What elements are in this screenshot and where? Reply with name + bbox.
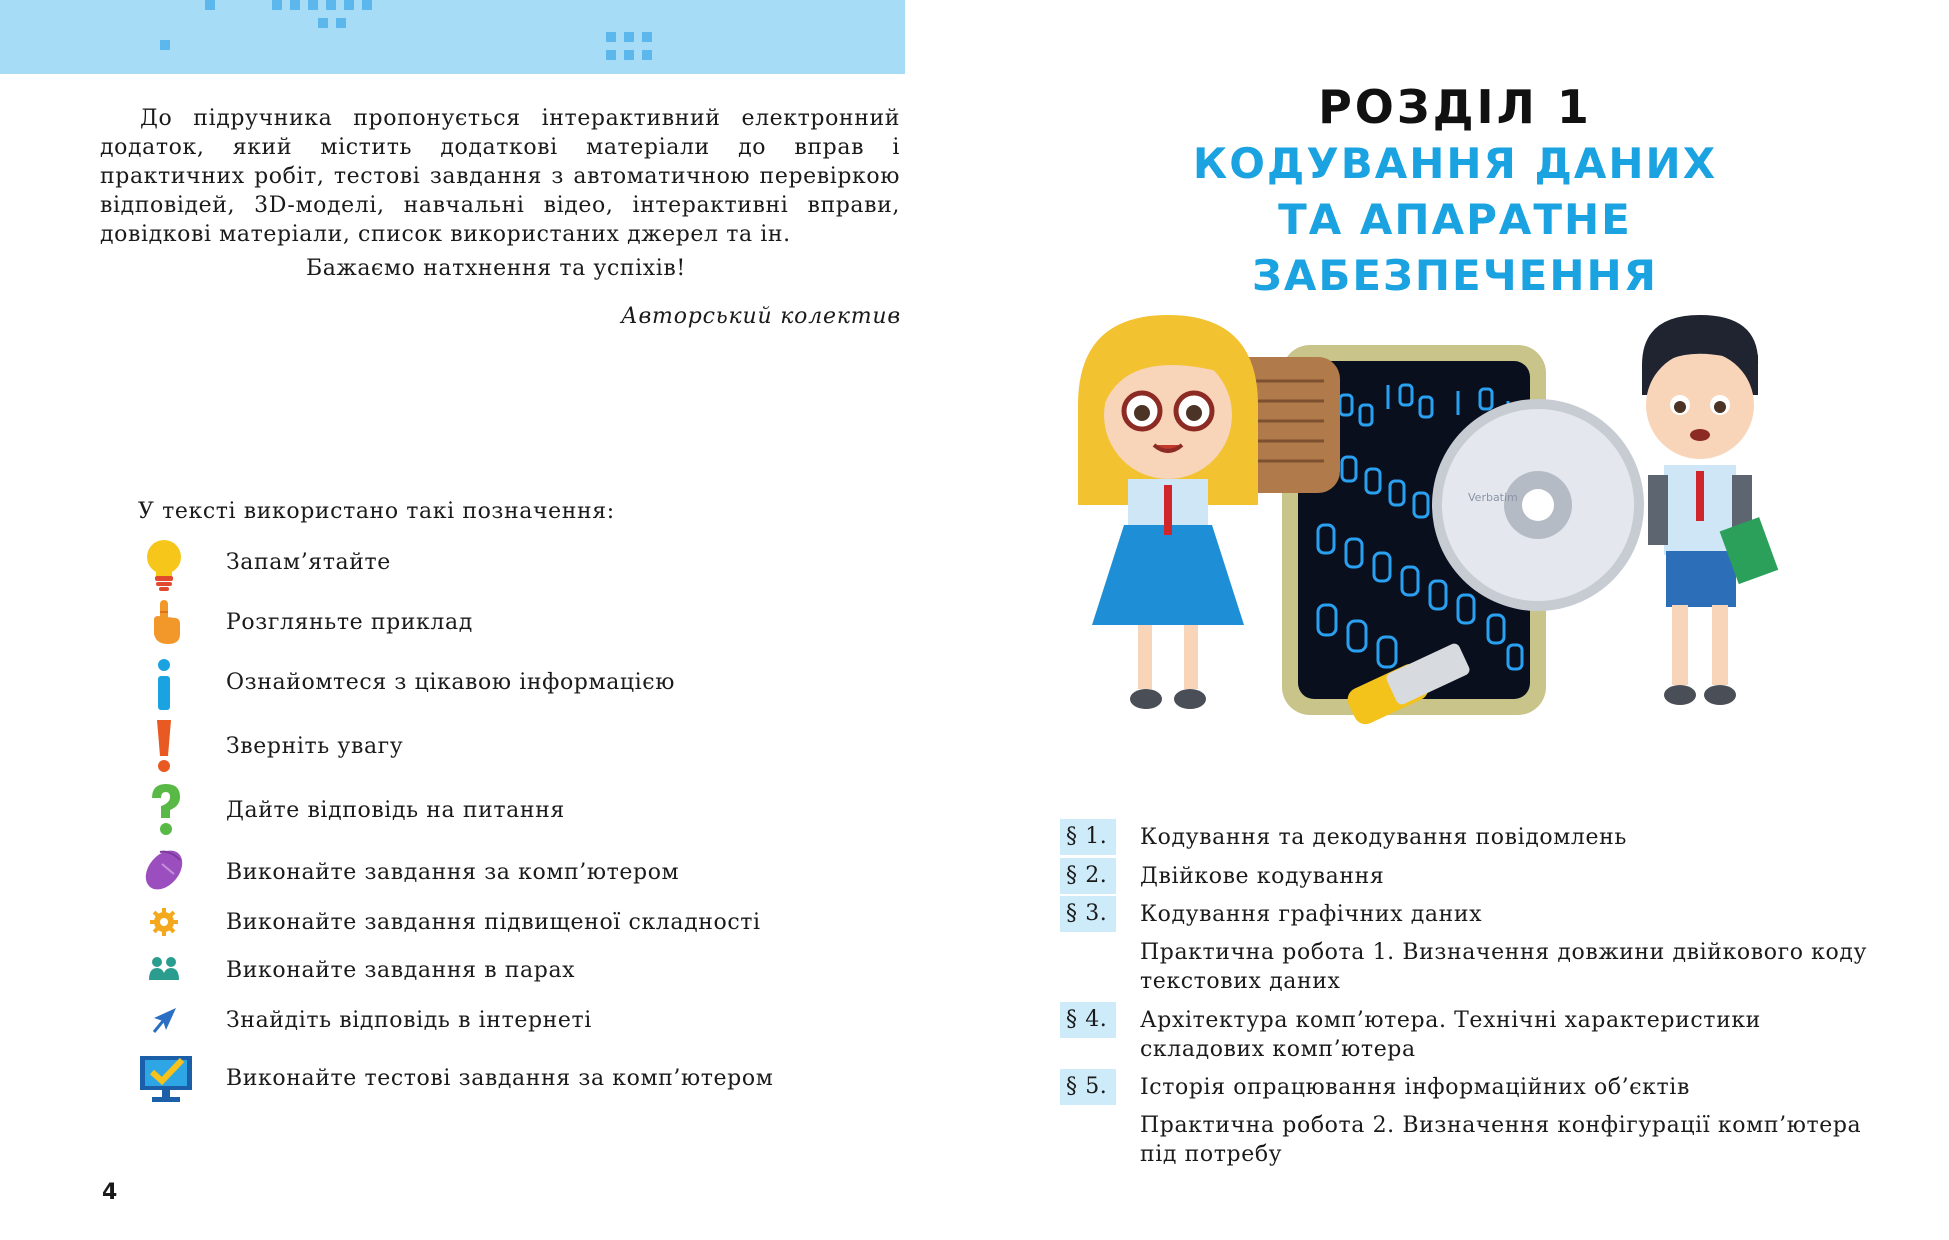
cursor-arrow-icon — [150, 1006, 178, 1034]
pixel-decoration — [642, 32, 652, 42]
legend-item — [138, 1004, 918, 1054]
legend-title: У тексті використано такі позначення: — [138, 499, 615, 524]
section-number: § 2. — [1060, 858, 1116, 894]
pixel-decoration — [205, 0, 215, 10]
legend-label: Ознайомтеся з цікавою інформацією — [226, 670, 675, 695]
chapter-illustration — [1068, 305, 1810, 745]
legend-label: Виконайте завдання підвищеної складності — [226, 910, 761, 935]
pixel-decoration — [160, 40, 170, 50]
disc-brand: Verbatim — [1468, 491, 1518, 504]
legend-label: Дайте відповідь на питання — [226, 798, 565, 823]
pixel-decoration — [318, 18, 328, 28]
legend-item — [138, 846, 918, 896]
pixel-decoration — [624, 50, 634, 60]
legend-label: Виконайте завдання в парах — [226, 958, 576, 983]
section-title: Історія опрацювання інформаційних об’єктів — [1140, 1075, 1690, 1100]
info-icon — [154, 658, 174, 712]
pixel-decoration — [624, 32, 634, 42]
monitor-check-icon — [138, 1054, 194, 1104]
section-number: § 3. — [1060, 896, 1116, 932]
pixel-decoration — [642, 50, 652, 60]
pixel-decoration — [606, 32, 616, 42]
intro-text: До підручника пропонується інтерактивний електронний додаток, який містить додаткові матеріали до вправ і практичних робіт, тестові завдання з автоматичною перевіркою відповідей, 3D-моделі, навчальні відео, інтерактивні вправи, довідкові матеріали, список використаних джерел та ін. — [100, 106, 900, 247]
gear-icon — [150, 908, 178, 936]
legend-item — [138, 718, 918, 768]
chapter-title-line: КОДУВАННЯ ДАНИХ — [1192, 139, 1718, 188]
section-title: Кодування графічних даних — [1140, 902, 1483, 927]
pointing-hand-icon — [148, 598, 184, 646]
chapter-title — [1070, 136, 1840, 304]
legend-item — [138, 540, 918, 590]
legend-label: Виконайте завдання за комп’ютером — [226, 860, 680, 885]
exclamation-icon — [154, 718, 174, 774]
practical-work-title: Практична робота 2. Визначення конфігурації комп’ютера під потребу — [1140, 1113, 1862, 1167]
section-title: Двійкове кодування — [1140, 864, 1385, 889]
boy-character-image — [1642, 315, 1778, 705]
section-number: § 1. — [1060, 819, 1116, 855]
pixel-decoration — [326, 0, 336, 10]
top-decorative-band — [0, 0, 905, 74]
legend-label: Зверніть увагу — [226, 734, 404, 759]
legend-item — [138, 1054, 918, 1104]
pixel-decoration — [272, 0, 282, 10]
legend-label: Розгляньте приклад — [226, 610, 473, 635]
legend-label: Виконайте тестові завдання за комп’ютером — [226, 1066, 774, 1091]
girl-character-image — [1078, 315, 1258, 709]
practical-work-title: Практична робота 1. Визначення довжини двійкового коду текстових даних — [1140, 940, 1868, 994]
pixel-decoration — [336, 18, 346, 28]
cd-disc-image — [1432, 399, 1644, 611]
section-number: § 5. — [1060, 1069, 1116, 1105]
chapter-title-line: ТА АПАРАТНЕ ЗАБЕЗПЕЧЕННЯ — [1252, 195, 1658, 300]
pixel-decoration — [308, 0, 318, 10]
legend-item — [138, 906, 918, 956]
section-number: § 4. — [1060, 1002, 1116, 1038]
lightbulb-icon — [144, 538, 184, 594]
legend-item — [138, 658, 918, 708]
pair-icon — [148, 956, 180, 980]
page-number: 4 — [102, 1180, 118, 1205]
legend-item — [138, 782, 918, 832]
authors-signature: Авторський колектив — [620, 304, 901, 329]
section-title: Архітектура комп’ютера. Технічні характеристики складових комп’ютера — [1140, 1008, 1761, 1062]
intro-paragraph — [100, 104, 900, 249]
legend-label: Запам’ятайте — [226, 550, 391, 575]
pixel-decoration — [362, 0, 372, 10]
wish-line: Бажаємо натхнення та успіхів! — [306, 256, 686, 281]
legend-item — [138, 954, 918, 1004]
chapter-label: РОЗДІЛ 1 — [1318, 80, 1592, 134]
pixel-decoration — [290, 0, 300, 10]
legend-item — [138, 600, 918, 650]
pixel-decoration — [606, 50, 616, 60]
mouse-icon — [140, 846, 188, 894]
legend-label: Знайдіть відповідь в інтернеті — [226, 1008, 592, 1033]
section-title: Кодування та декодування повідомлень — [1140, 825, 1627, 850]
pixel-decoration — [344, 0, 354, 10]
question-icon — [146, 782, 186, 838]
